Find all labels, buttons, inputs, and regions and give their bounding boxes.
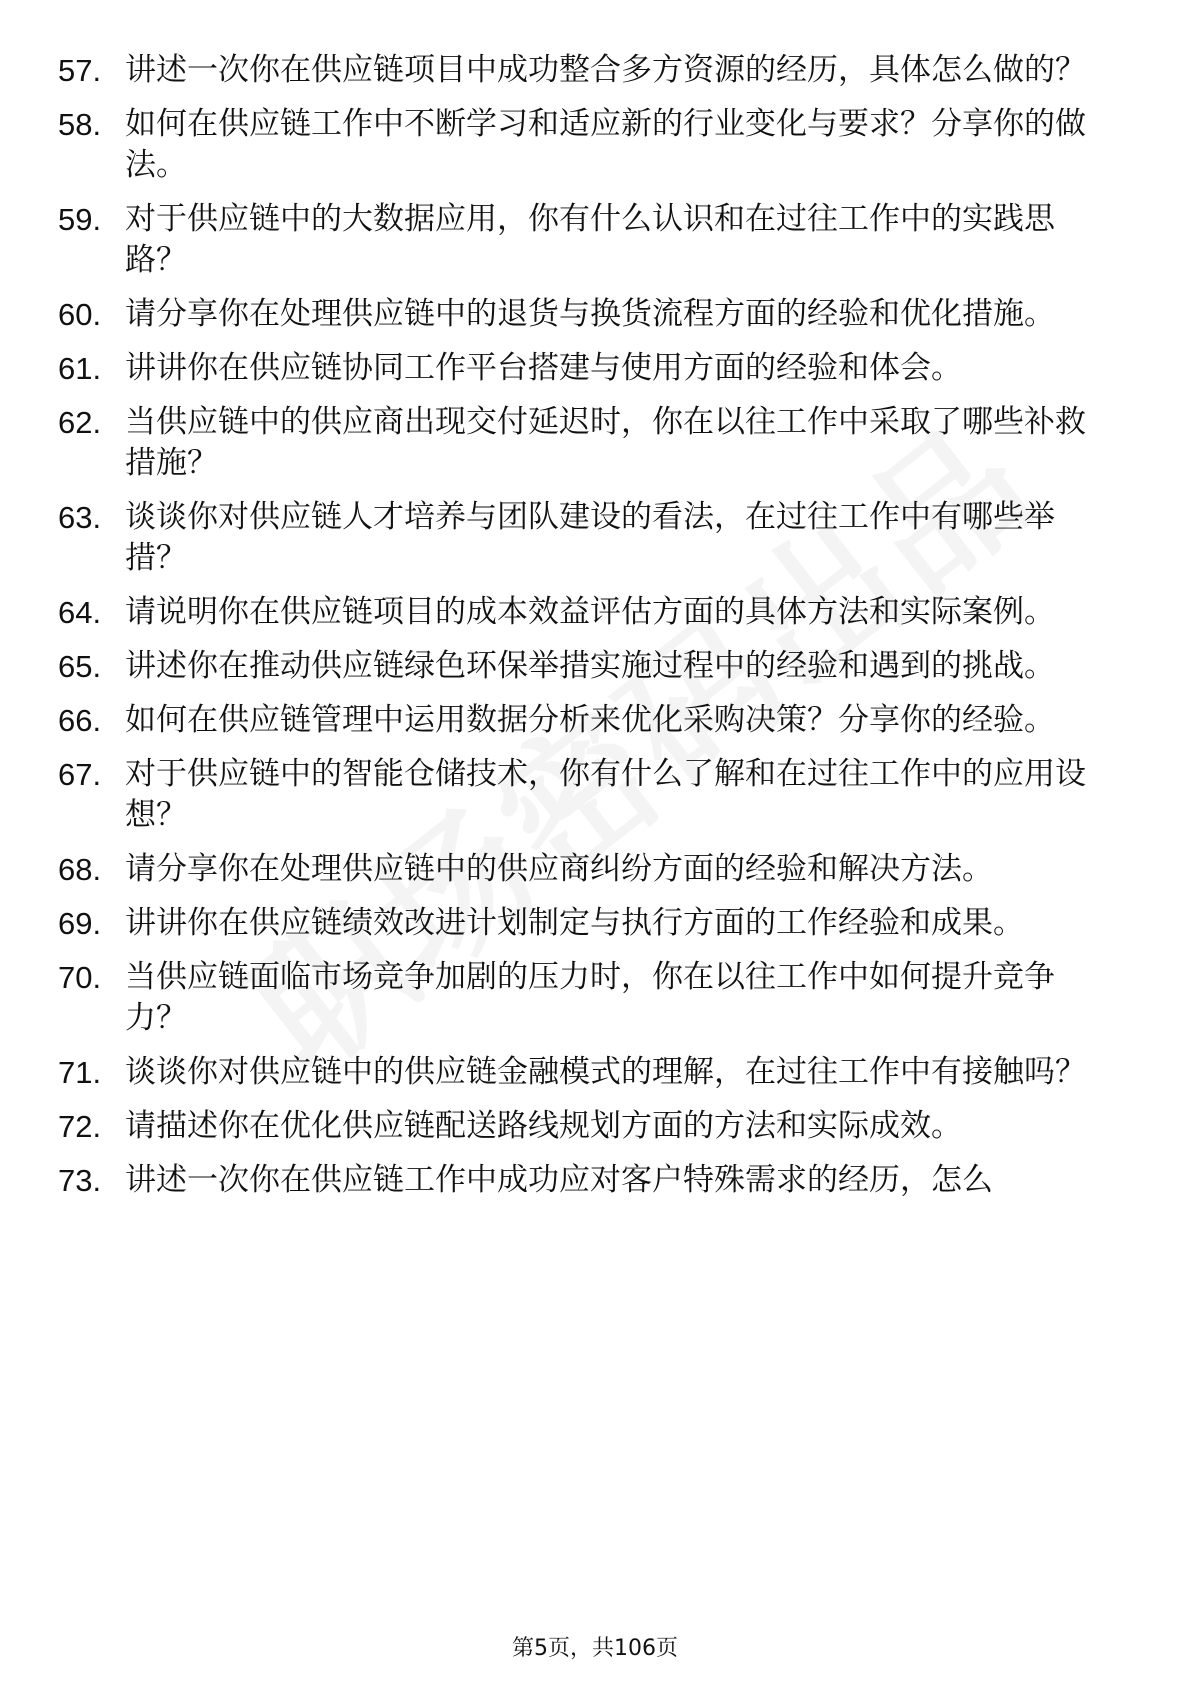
- page-footer: 第5页，共106页: [512, 1636, 678, 1661]
- question-text: 讲述一次你在供应链工作中成功应对客户特殊需求的经历，怎么: [125, 1162, 993, 1198]
- question-number: 67.: [58, 757, 102, 792]
- question-number: 65.: [58, 649, 102, 684]
- question-number: 68.: [58, 852, 102, 887]
- question-item: [58, 1106, 1108, 1147]
- question-item: [58, 402, 1108, 484]
- question-list: [58, 50, 1108, 1214]
- question-text: 讲述你在推动供应链绿色环保举措实施过程中的经验和遇到的挑战。: [125, 648, 1055, 684]
- question-number: 61.: [58, 351, 102, 386]
- question-number: 73.: [58, 1163, 102, 1198]
- question-item: [58, 348, 1108, 389]
- question-item: [58, 50, 1108, 91]
- question-number: 71.: [58, 1055, 102, 1090]
- question-text: 请分享你在处理供应链中的退货与换货流程方面的经验和优化措施。: [125, 296, 1055, 332]
- question-number: 58.: [58, 107, 102, 142]
- question-text: 当供应链面临市场竞争加剧的压力时，你在以往工作中如何提升竞争力？: [125, 959, 1055, 1036]
- question-number: 66.: [58, 703, 102, 738]
- question-item: [58, 700, 1108, 741]
- question-text: 对于供应链中的智能仓储技术，你有什么了解和在过往工作中的应用设想？: [125, 756, 1086, 833]
- question-text: 谈谈你对供应链中的供应链金融模式的理解，在过往工作中有接触吗？: [125, 1054, 1086, 1090]
- question-text: 讲讲你在供应链绩效改进计划制定与执行方面的工作经验和成果。: [125, 905, 1024, 941]
- question-number: 57.: [58, 53, 102, 88]
- question-text: 请说明你在供应链项目的成本效益评估方面的具体方法和实际案例。: [125, 594, 1055, 630]
- question-item: [58, 294, 1108, 335]
- question-item: [58, 497, 1108, 579]
- question-item: [58, 957, 1108, 1039]
- question-item: [58, 646, 1108, 687]
- question-item: [58, 199, 1108, 281]
- question-number: 70.: [58, 960, 102, 995]
- question-number: 59.: [58, 202, 102, 237]
- question-number: 63.: [58, 500, 102, 535]
- question-text: 对于供应链中的大数据应用，你有什么认识和在过往工作中的实践思路？: [125, 201, 1055, 278]
- question-item: [58, 849, 1108, 890]
- question-text: 如何在供应链管理中运用数据分析来优化采购决策？分享你的经验。: [125, 702, 1055, 738]
- question-text: 当供应链中的供应商出现交付延迟时，你在以往工作中采取了哪些补救措施？: [125, 404, 1086, 481]
- question-item: [58, 104, 1108, 186]
- question-item: [58, 903, 1108, 944]
- question-text: 请描述你在优化供应链配送路线规划方面的方法和实际成效。: [125, 1108, 962, 1144]
- question-item: [58, 592, 1108, 633]
- question-number: 72.: [58, 1109, 102, 1144]
- question-text: 如何在供应链工作中不断学习和适应新的行业变化与要求？分享你的做法。: [125, 106, 1086, 183]
- question-item: [58, 1052, 1108, 1093]
- question-number: 60.: [58, 297, 102, 332]
- question-text: 谈谈你对供应链人才培养与团队建设的看法，在过往工作中有哪些举措？: [125, 499, 1055, 576]
- question-text: 讲述一次你在供应链项目中成功整合多方资源的经历，具体怎么做的？: [125, 52, 1086, 88]
- question-item: [58, 754, 1108, 836]
- question-number: 64.: [58, 595, 102, 630]
- question-text: 请分享你在处理供应链中的供应商纠纷方面的经验和解决方法。: [125, 851, 993, 887]
- question-text: 讲讲你在供应链协同工作平台搭建与使用方面的经验和体会。: [125, 350, 962, 386]
- question-number: 69.: [58, 906, 102, 941]
- question-number: 62.: [58, 405, 102, 440]
- question-item: [58, 1160, 1108, 1201]
